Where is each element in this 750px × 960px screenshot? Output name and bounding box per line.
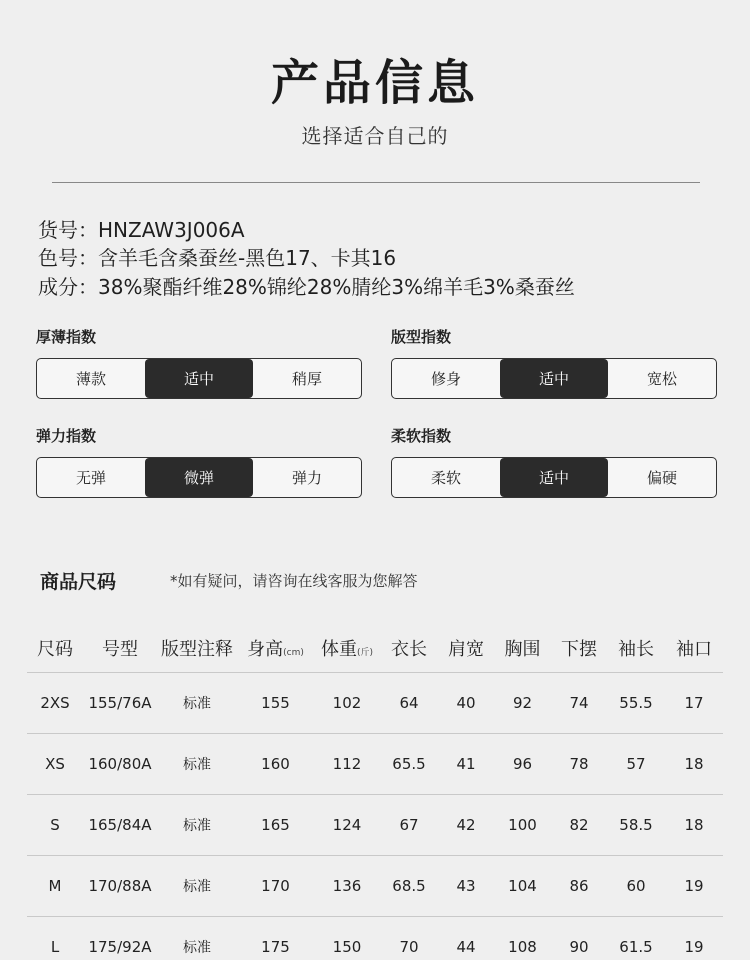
table-cell: 41 (456, 755, 476, 773)
composition-label: 成分： (38, 275, 98, 299)
softness-option-medium[interactable]: 适中 (500, 458, 608, 497)
elasticity-index-label: 弹力指数 (36, 427, 97, 445)
table-cell: 17 (684, 694, 704, 712)
table-cell: L (50, 938, 60, 956)
header-text: 肩宽 (448, 639, 484, 660)
size-table-header-cell (607, 635, 665, 661)
item-number-line (38, 214, 245, 243)
thickness-option-thin[interactable]: 薄款 (75, 370, 106, 388)
fit-option-loose[interactable]: 宽松 (646, 370, 677, 388)
table-cell: XS (45, 755, 65, 773)
table-cell: 102 (332, 694, 362, 712)
table-cell: 155/76A (88, 694, 152, 712)
table-cell: 18 (684, 755, 704, 773)
header-unit: (斤) (356, 648, 374, 658)
size-table-header-cell (438, 635, 494, 661)
softness-index (391, 425, 717, 498)
table-cell: 61.5 (619, 938, 653, 956)
table-cell: 165 (261, 816, 290, 834)
table-row (27, 916, 723, 960)
elasticity-index (36, 425, 362, 498)
table-cell: 112 (332, 755, 362, 773)
thickness-index-label: 厚薄指数 (36, 328, 97, 346)
table-cell: 68.5 (392, 877, 426, 895)
page-title: 产品信息 (270, 55, 479, 111)
table-cell: M (48, 877, 62, 895)
table-cell: 92 (512, 694, 533, 712)
table-cell: 2XS (40, 694, 70, 712)
header-text: 衣长 (391, 639, 427, 660)
softness-index-label: 柔软指数 (391, 427, 452, 445)
table-cell: 100 (508, 816, 537, 834)
size-table-header-cell (27, 635, 83, 661)
fit-index (391, 326, 717, 399)
table-cell: 标准 (183, 818, 211, 834)
table-cell: 标准 (183, 879, 211, 895)
item-number-value: HNZAW3J006A (98, 218, 245, 242)
color-label: 色号： (38, 246, 98, 270)
thickness-option-medium[interactable]: 适中 (145, 359, 253, 398)
table-cell: 19 (684, 877, 704, 895)
table-row (27, 672, 723, 733)
table-cell: 64 (399, 694, 419, 712)
fit-option-regular[interactable]: 适中 (500, 359, 608, 398)
header-unit: (cm) (283, 648, 304, 658)
table-cell: 40 (456, 694, 476, 712)
size-section-note: *如有疑问，请咨询在线客服为您解答 (170, 572, 418, 590)
table-cell: 67 (399, 816, 419, 834)
table-cell: 155 (261, 694, 290, 712)
table-cell: 标准 (183, 940, 211, 956)
table-row (27, 733, 723, 794)
table-cell: 165/84A (88, 816, 152, 834)
fit-index-label: 版型指数 (391, 328, 452, 346)
table-cell: 60 (626, 877, 646, 895)
header-text: 体重 (320, 639, 357, 660)
table-cell: 43 (456, 877, 476, 895)
size-table-header-cell (83, 635, 157, 661)
elasticity-option-none[interactable]: 无弹 (75, 469, 106, 487)
table-cell: 124 (332, 816, 362, 834)
table-cell: 136 (332, 877, 362, 895)
page-subtitle: 选择适合自己的 (301, 124, 449, 148)
elasticity-option-slight[interactable]: 微弹 (145, 458, 253, 497)
table-row (27, 855, 723, 916)
composition-line (38, 271, 575, 300)
table-cell: 58.5 (619, 816, 653, 834)
header-text: 身高 (247, 639, 284, 660)
size-table-header-cell (494, 635, 551, 661)
size-table-header-cell (665, 635, 723, 661)
size-table-header-cell (237, 635, 314, 661)
table-cell: 82 (569, 816, 589, 834)
table-cell: 55.5 (619, 694, 653, 712)
elasticity-option-stretch[interactable]: 弹力 (291, 469, 322, 487)
header-text: 下摆 (561, 639, 597, 660)
table-cell: 175/92A (88, 938, 152, 956)
size-table-header-cell (157, 635, 237, 661)
table-cell: 78 (569, 755, 589, 773)
header-text: 袖长 (618, 639, 654, 660)
item-number-label: 货号： (38, 218, 98, 242)
table-cell: 标准 (183, 696, 211, 712)
table-cell: 19 (684, 938, 704, 956)
size-table-header-cell (551, 635, 607, 661)
header-text: 尺码 (37, 639, 73, 660)
header-text: 胸围 (504, 639, 541, 660)
table-cell: 170 (261, 877, 290, 895)
size-table-header (27, 624, 723, 672)
table-cell: 170/88A (88, 877, 152, 895)
table-cell: 90 (569, 938, 589, 956)
thickness-index-selector (36, 358, 362, 399)
table-cell: 160/80A (88, 755, 152, 773)
table-cell: 175 (261, 938, 290, 956)
table-cell: 65.5 (392, 755, 426, 773)
title-divider (52, 182, 700, 183)
softness-option-stiff[interactable]: 偏硬 (646, 469, 677, 487)
composition-value: 38%聚酯纤维28%锦纶28%腈纶3%绵羊毛3%桑蚕丝 (98, 275, 575, 299)
table-cell: 70 (399, 938, 419, 956)
size-table-header-cell (314, 635, 380, 661)
table-cell: 44 (456, 938, 476, 956)
table-cell: 57 (626, 755, 646, 773)
size-table (27, 624, 723, 960)
size-table-header-cell (380, 635, 438, 661)
header-text: 号型 (102, 639, 138, 660)
color-line (38, 242, 396, 271)
softness-option-soft[interactable]: 柔软 (430, 469, 461, 487)
table-cell: 150 (332, 938, 362, 956)
table-cell: 160 (261, 755, 290, 773)
table-cell: 86 (569, 877, 589, 895)
header-text: 袖口 (676, 639, 712, 660)
table-cell: 108 (508, 938, 537, 956)
table-cell: 96 (512, 755, 533, 773)
fit-option-slim[interactable]: 修身 (430, 370, 461, 388)
table-cell: 18 (684, 816, 704, 834)
thickness-index (36, 326, 362, 399)
softness-index-selector (391, 457, 717, 498)
fit-index-selector (391, 358, 717, 399)
size-section-title: 商品尺码 (40, 571, 117, 593)
table-cell: 标准 (183, 757, 211, 773)
table-cell: 74 (569, 694, 589, 712)
size-table-body (27, 672, 723, 960)
thickness-option-thick[interactable]: 稍厚 (291, 370, 322, 388)
table-row (27, 794, 723, 855)
elasticity-index-selector (36, 457, 362, 498)
table-cell: S (50, 816, 60, 834)
table-cell: 104 (508, 877, 537, 895)
color-value: 含羊毛含桑蚕丝-黑色17、卡其16 (98, 246, 397, 270)
table-cell: 42 (456, 816, 476, 834)
header-text: 版型注释 (161, 639, 233, 660)
